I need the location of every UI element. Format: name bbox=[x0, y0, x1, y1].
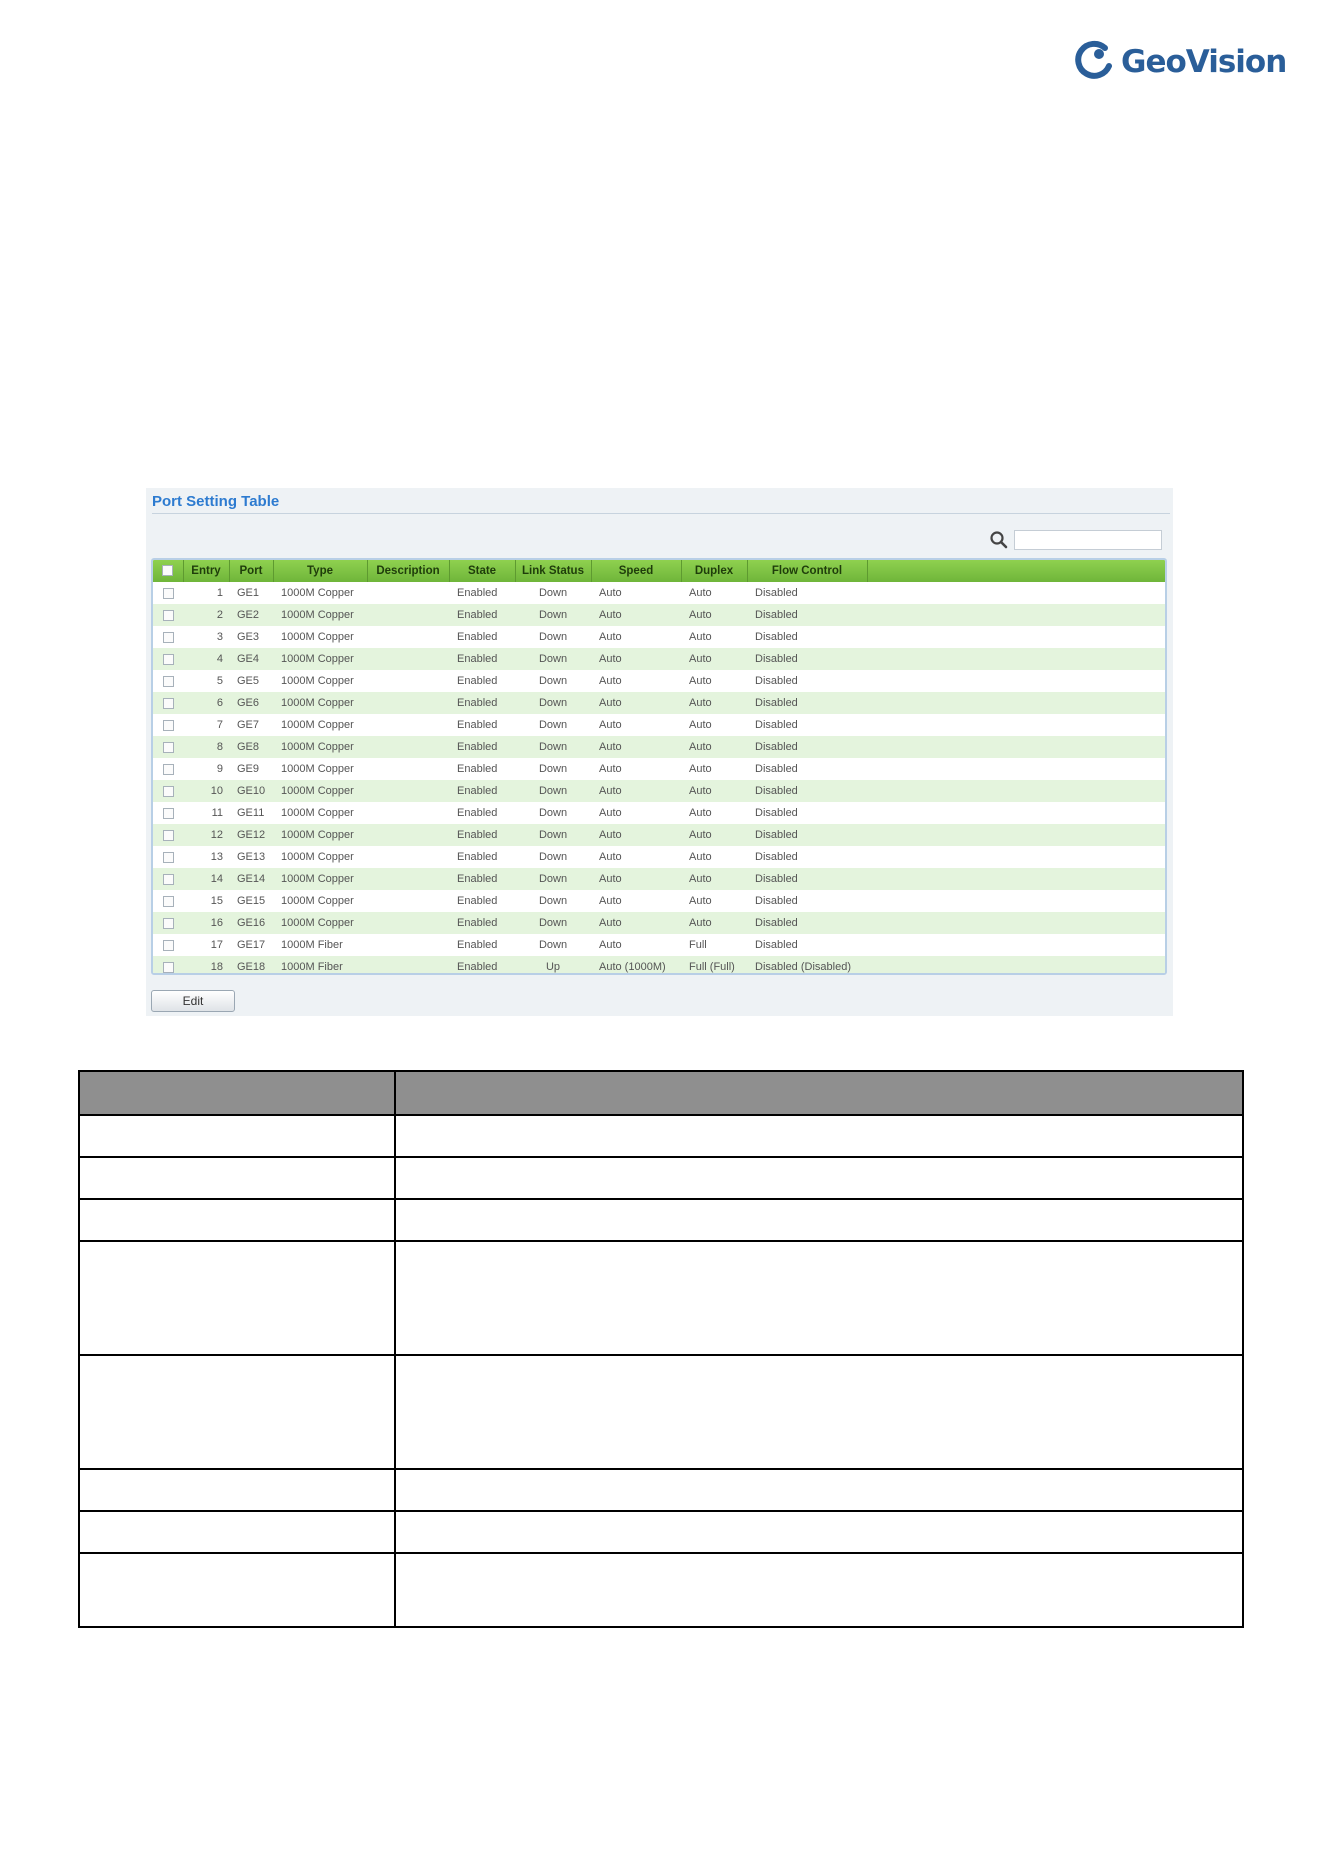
row-select-cell[interactable] bbox=[153, 802, 183, 824]
cell-speed: Auto bbox=[591, 802, 681, 824]
cell-description bbox=[367, 890, 449, 912]
table-row[interactable] bbox=[153, 626, 1165, 648]
cell-port: GE13 bbox=[229, 846, 273, 868]
table-row[interactable] bbox=[153, 956, 1165, 975]
cell-speed: Auto bbox=[591, 714, 681, 736]
cell-port: GE14 bbox=[229, 868, 273, 890]
select-all-header[interactable] bbox=[153, 560, 183, 582]
cell-port: GE17 bbox=[229, 934, 273, 956]
cell-filler bbox=[867, 758, 1165, 780]
cell-flow-control: Disabled bbox=[747, 890, 867, 912]
row-checkbox[interactable] bbox=[163, 918, 174, 929]
cell-duplex: Auto bbox=[681, 846, 747, 868]
cell-type: 1000M Copper bbox=[273, 582, 367, 604]
cell-port: GE16 bbox=[229, 912, 273, 934]
cell-link-status: Down bbox=[515, 934, 591, 956]
row-checkbox[interactable] bbox=[163, 830, 174, 841]
row-select-cell[interactable] bbox=[153, 758, 183, 780]
cell-speed: Auto bbox=[591, 692, 681, 714]
cell-state: Enabled bbox=[449, 780, 515, 802]
table-row[interactable] bbox=[153, 736, 1165, 758]
row-select-cell[interactable] bbox=[153, 824, 183, 846]
cell-flow-control: Disabled bbox=[747, 582, 867, 604]
cell-type: 1000M Copper bbox=[273, 736, 367, 758]
cell-state: Enabled bbox=[449, 604, 515, 626]
cell-link-status: Down bbox=[515, 758, 591, 780]
cell-duplex: Auto bbox=[681, 912, 747, 934]
desc-cell bbox=[395, 1199, 1243, 1241]
cell-speed: Auto bbox=[591, 824, 681, 846]
cell-port: GE6 bbox=[229, 692, 273, 714]
cell-speed: Auto bbox=[591, 626, 681, 648]
cell-link-status: Down bbox=[515, 846, 591, 868]
cell-link-status: Down bbox=[515, 912, 591, 934]
table-row[interactable] bbox=[153, 934, 1165, 956]
cell-flow-control: Disabled bbox=[747, 714, 867, 736]
cell-filler bbox=[867, 802, 1165, 824]
cell-speed: Auto bbox=[591, 736, 681, 758]
cell-state: Enabled bbox=[449, 846, 515, 868]
cell-description bbox=[367, 604, 449, 626]
cell-flow-control: Disabled bbox=[747, 670, 867, 692]
cell-link-status: Down bbox=[515, 714, 591, 736]
cell-entry: 15 bbox=[183, 890, 229, 912]
cell-type: 1000M Fiber bbox=[273, 956, 367, 975]
cell-link-status: Down bbox=[515, 824, 591, 846]
col-header-entry[interactable]: Entry bbox=[183, 560, 229, 582]
panel-title: Port Setting Table bbox=[152, 493, 280, 510]
cell-duplex: Auto bbox=[681, 670, 747, 692]
cell-type: 1000M Copper bbox=[273, 714, 367, 736]
cell-duplex: Auto bbox=[681, 736, 747, 758]
cell-flow-control: Disabled bbox=[747, 934, 867, 956]
cell-filler bbox=[867, 714, 1165, 736]
cell-speed: Auto bbox=[591, 846, 681, 868]
desc-cell bbox=[79, 1157, 395, 1199]
table-row[interactable] bbox=[153, 912, 1165, 934]
row-checkbox[interactable] bbox=[163, 874, 174, 885]
cell-type: 1000M Copper bbox=[273, 692, 367, 714]
cell-description bbox=[367, 736, 449, 758]
col-header-link-status[interactable]: Link Status bbox=[515, 560, 591, 582]
cell-type: 1000M Copper bbox=[273, 868, 367, 890]
description-table bbox=[78, 1070, 1244, 1628]
cell-link-status: Down bbox=[515, 890, 591, 912]
cell-duplex: Auto bbox=[681, 890, 747, 912]
cell-flow-control: Disabled bbox=[747, 626, 867, 648]
desc-row bbox=[79, 1241, 1243, 1355]
cell-link-status: Down bbox=[515, 648, 591, 670]
row-checkbox[interactable] bbox=[163, 852, 174, 863]
cell-type: 1000M Copper bbox=[273, 626, 367, 648]
row-select-cell[interactable] bbox=[153, 692, 183, 714]
cell-filler bbox=[867, 846, 1165, 868]
row-select-cell[interactable] bbox=[153, 582, 183, 604]
cell-description bbox=[367, 868, 449, 890]
cell-entry: 6 bbox=[183, 692, 229, 714]
col-header-flow-control[interactable]: Flow Control bbox=[747, 560, 867, 582]
cell-description bbox=[367, 670, 449, 692]
row-checkbox[interactable] bbox=[163, 676, 174, 687]
cell-duplex: Auto bbox=[681, 758, 747, 780]
cell-port: GE1 bbox=[229, 582, 273, 604]
cell-state: Enabled bbox=[449, 626, 515, 648]
row-select-cell[interactable] bbox=[153, 868, 183, 890]
cell-entry: 2 bbox=[183, 604, 229, 626]
select-all-checkbox[interactable] bbox=[162, 565, 173, 576]
cell-type: 1000M Copper bbox=[273, 802, 367, 824]
cell-filler bbox=[867, 736, 1165, 758]
cell-description bbox=[367, 956, 449, 975]
cell-type: 1000M Copper bbox=[273, 824, 367, 846]
cell-link-status: Down bbox=[515, 868, 591, 890]
table-row[interactable] bbox=[153, 582, 1165, 604]
cell-state: Enabled bbox=[449, 758, 515, 780]
cell-filler bbox=[867, 582, 1165, 604]
desc-header-cell bbox=[79, 1071, 395, 1115]
cell-flow-control: Disabled bbox=[747, 692, 867, 714]
cell-type: 1000M Copper bbox=[273, 780, 367, 802]
cell-link-status: Down bbox=[515, 780, 591, 802]
cell-port: GE12 bbox=[229, 824, 273, 846]
cell-port: GE10 bbox=[229, 780, 273, 802]
geovision-logo-icon bbox=[1075, 40, 1115, 80]
cell-flow-control: Disabled bbox=[747, 846, 867, 868]
desc-cell bbox=[395, 1553, 1243, 1627]
cell-type: 1000M Copper bbox=[273, 604, 367, 626]
table-row[interactable] bbox=[153, 604, 1165, 626]
search-input[interactable] bbox=[1014, 530, 1162, 550]
cell-description bbox=[367, 692, 449, 714]
edit-button[interactable]: Edit bbox=[151, 990, 235, 1012]
row-select-cell[interactable] bbox=[153, 890, 183, 912]
cell-state: Enabled bbox=[449, 912, 515, 934]
cell-port: GE3 bbox=[229, 626, 273, 648]
desc-header-cell bbox=[395, 1071, 1243, 1115]
cell-flow-control: Disabled bbox=[747, 780, 867, 802]
desc-cell bbox=[395, 1469, 1243, 1511]
cell-flow-control: Disabled bbox=[747, 868, 867, 890]
cell-entry: 14 bbox=[183, 868, 229, 890]
desc-row bbox=[79, 1469, 1243, 1511]
table-row[interactable] bbox=[153, 670, 1165, 692]
cell-entry: 18 bbox=[183, 956, 229, 975]
table-row[interactable] bbox=[153, 780, 1165, 802]
table-row[interactable] bbox=[153, 846, 1165, 868]
row-select-cell[interactable] bbox=[153, 604, 183, 626]
cell-link-status: Down bbox=[515, 582, 591, 604]
cell-filler bbox=[867, 670, 1165, 692]
cell-entry: 13 bbox=[183, 846, 229, 868]
cell-filler bbox=[867, 648, 1165, 670]
table-row[interactable] bbox=[153, 802, 1165, 824]
cell-link-status: Up bbox=[515, 956, 591, 975]
cell-filler bbox=[867, 692, 1165, 714]
row-checkbox[interactable] bbox=[163, 742, 174, 753]
cell-speed: Auto bbox=[591, 604, 681, 626]
cell-speed: Auto bbox=[591, 648, 681, 670]
cell-state: Enabled bbox=[449, 582, 515, 604]
cell-port: GE4 bbox=[229, 648, 273, 670]
desc-row bbox=[79, 1115, 1243, 1157]
cell-flow-control: Disabled bbox=[747, 824, 867, 846]
cell-speed: Auto (1000M) bbox=[591, 956, 681, 975]
row-checkbox[interactable] bbox=[163, 808, 174, 819]
cell-filler bbox=[867, 824, 1165, 846]
cell-speed: Auto bbox=[591, 582, 681, 604]
cell-speed: Auto bbox=[591, 934, 681, 956]
cell-description bbox=[367, 758, 449, 780]
desc-cell bbox=[79, 1553, 395, 1627]
row-checkbox[interactable] bbox=[163, 786, 174, 797]
cell-description bbox=[367, 714, 449, 736]
cell-flow-control: Disabled bbox=[747, 758, 867, 780]
cell-state: Enabled bbox=[449, 692, 515, 714]
cell-filler bbox=[867, 604, 1165, 626]
desc-row bbox=[79, 1553, 1243, 1627]
row-checkbox[interactable] bbox=[163, 940, 174, 951]
table-header-row bbox=[153, 560, 1165, 582]
col-header-filler bbox=[867, 560, 1165, 582]
cell-speed: Auto bbox=[591, 758, 681, 780]
cell-type: 1000M Copper bbox=[273, 912, 367, 934]
cell-flow-control: Disabled bbox=[747, 912, 867, 934]
cell-filler bbox=[867, 890, 1165, 912]
table-row[interactable] bbox=[153, 714, 1165, 736]
cell-port: GE9 bbox=[229, 758, 273, 780]
cell-type: 1000M Copper bbox=[273, 758, 367, 780]
cell-state: Enabled bbox=[449, 956, 515, 975]
table-row[interactable] bbox=[153, 824, 1165, 846]
cell-entry: 17 bbox=[183, 934, 229, 956]
col-header-port[interactable]: Port bbox=[229, 560, 273, 582]
desc-cell bbox=[395, 1115, 1243, 1157]
cell-entry: 9 bbox=[183, 758, 229, 780]
cell-duplex: Auto bbox=[681, 648, 747, 670]
cell-filler bbox=[867, 626, 1165, 648]
cell-type: 1000M Copper bbox=[273, 890, 367, 912]
desc-row bbox=[79, 1355, 1243, 1469]
row-checkbox[interactable] bbox=[163, 588, 174, 599]
cell-port: GE7 bbox=[229, 714, 273, 736]
cell-entry: 5 bbox=[183, 670, 229, 692]
cell-state: Enabled bbox=[449, 868, 515, 890]
cell-link-status: Down bbox=[515, 736, 591, 758]
cell-flow-control: Disabled bbox=[747, 736, 867, 758]
cell-duplex: Full (Full) bbox=[681, 956, 747, 975]
desc-cell bbox=[79, 1115, 395, 1157]
row-checkbox[interactable] bbox=[163, 764, 174, 775]
cell-description bbox=[367, 648, 449, 670]
row-select-cell[interactable] bbox=[153, 956, 183, 975]
row-select-cell[interactable] bbox=[153, 934, 183, 956]
cell-description bbox=[367, 824, 449, 846]
desc-cell bbox=[395, 1157, 1243, 1199]
table-row[interactable] bbox=[153, 868, 1165, 890]
cell-link-status: Down bbox=[515, 802, 591, 824]
port-setting-panel bbox=[146, 488, 1173, 1016]
row-select-cell[interactable] bbox=[153, 670, 183, 692]
row-checkbox[interactable] bbox=[163, 962, 174, 973]
cell-entry: 10 bbox=[183, 780, 229, 802]
cell-port: GE5 bbox=[229, 670, 273, 692]
desc-cell bbox=[395, 1241, 1243, 1355]
col-header-duplex[interactable]: Duplex bbox=[681, 560, 747, 582]
cell-port: GE2 bbox=[229, 604, 273, 626]
cell-port: GE18 bbox=[229, 956, 273, 975]
cell-entry: 7 bbox=[183, 714, 229, 736]
desc-cell bbox=[79, 1511, 395, 1553]
row-checkbox[interactable] bbox=[163, 654, 174, 665]
cell-description bbox=[367, 912, 449, 934]
cell-link-status: Down bbox=[515, 670, 591, 692]
cell-port: GE15 bbox=[229, 890, 273, 912]
cell-description bbox=[367, 626, 449, 648]
table-row[interactable] bbox=[153, 692, 1165, 714]
cell-duplex: Auto bbox=[681, 802, 747, 824]
cell-duplex: Auto bbox=[681, 824, 747, 846]
geovision-logo bbox=[1075, 38, 1287, 88]
row-checkbox[interactable] bbox=[163, 720, 174, 731]
cell-filler bbox=[867, 934, 1165, 956]
cell-duplex: Auto bbox=[681, 714, 747, 736]
table-row[interactable] bbox=[153, 890, 1165, 912]
cell-type: 1000M Copper bbox=[273, 648, 367, 670]
cell-speed: Auto bbox=[591, 868, 681, 890]
col-header-state[interactable]: State bbox=[449, 560, 515, 582]
cell-type: 1000M Fiber bbox=[273, 934, 367, 956]
cell-state: Enabled bbox=[449, 670, 515, 692]
cell-duplex: Auto bbox=[681, 582, 747, 604]
cell-description bbox=[367, 780, 449, 802]
col-header-type[interactable]: Type bbox=[273, 560, 367, 582]
row-select-cell[interactable] bbox=[153, 846, 183, 868]
table-row[interactable] bbox=[153, 648, 1165, 670]
cell-description bbox=[367, 934, 449, 956]
row-checkbox[interactable] bbox=[163, 632, 174, 643]
cell-speed: Auto bbox=[591, 780, 681, 802]
row-checkbox[interactable] bbox=[163, 896, 174, 907]
title-divider bbox=[152, 513, 1170, 514]
cell-link-status: Down bbox=[515, 692, 591, 714]
row-select-cell[interactable] bbox=[153, 736, 183, 758]
desc-cell bbox=[79, 1469, 395, 1511]
cell-entry: 3 bbox=[183, 626, 229, 648]
cell-duplex: Auto bbox=[681, 868, 747, 890]
desc-row bbox=[79, 1199, 1243, 1241]
cell-entry: 12 bbox=[183, 824, 229, 846]
row-checkbox[interactable] bbox=[163, 610, 174, 621]
desc-cell bbox=[79, 1199, 395, 1241]
cell-filler bbox=[867, 868, 1165, 890]
row-checkbox[interactable] bbox=[163, 698, 174, 709]
row-select-cell[interactable] bbox=[153, 780, 183, 802]
cell-entry: 8 bbox=[183, 736, 229, 758]
cell-duplex: Auto bbox=[681, 626, 747, 648]
cell-duplex: Auto bbox=[681, 604, 747, 626]
table-row[interactable] bbox=[153, 758, 1165, 780]
search-icon[interactable] bbox=[989, 530, 1009, 550]
desc-header-row bbox=[79, 1071, 1243, 1115]
cell-state: Enabled bbox=[449, 824, 515, 846]
logo-text: GeoVision bbox=[1121, 44, 1287, 80]
cell-state: Enabled bbox=[449, 890, 515, 912]
cell-duplex: Full bbox=[681, 934, 747, 956]
row-select-cell[interactable] bbox=[153, 626, 183, 648]
cell-flow-control: Disabled bbox=[747, 802, 867, 824]
port-table bbox=[151, 558, 1167, 975]
cell-filler bbox=[867, 912, 1165, 934]
cell-state: Enabled bbox=[449, 736, 515, 758]
cell-entry: 4 bbox=[183, 648, 229, 670]
cell-speed: Auto bbox=[591, 912, 681, 934]
cell-flow-control: Disabled bbox=[747, 648, 867, 670]
cell-link-status: Down bbox=[515, 626, 591, 648]
cell-duplex: Auto bbox=[681, 692, 747, 714]
cell-state: Enabled bbox=[449, 648, 515, 670]
desc-cell bbox=[395, 1511, 1243, 1553]
col-header-speed[interactable]: Speed bbox=[591, 560, 681, 582]
cell-speed: Auto bbox=[591, 890, 681, 912]
cell-filler bbox=[867, 956, 1165, 975]
row-select-cell[interactable] bbox=[153, 714, 183, 736]
desc-row bbox=[79, 1511, 1243, 1553]
cell-link-status: Down bbox=[515, 604, 591, 626]
cell-state: Enabled bbox=[449, 714, 515, 736]
cell-description bbox=[367, 582, 449, 604]
row-select-cell[interactable] bbox=[153, 648, 183, 670]
desc-cell bbox=[395, 1355, 1243, 1469]
cell-flow-control: Disabled (Disabled) bbox=[747, 956, 867, 975]
desc-cell bbox=[79, 1241, 395, 1355]
col-header-description[interactable]: Description bbox=[367, 560, 449, 582]
cell-port: GE8 bbox=[229, 736, 273, 758]
cell-entry: 16 bbox=[183, 912, 229, 934]
cell-port: GE11 bbox=[229, 802, 273, 824]
cell-duplex: Auto bbox=[681, 780, 747, 802]
cell-type: 1000M Copper bbox=[273, 670, 367, 692]
cell-entry: 1 bbox=[183, 582, 229, 604]
cell-description bbox=[367, 846, 449, 868]
cell-filler bbox=[867, 780, 1165, 802]
cell-entry: 11 bbox=[183, 802, 229, 824]
cell-state: Enabled bbox=[449, 934, 515, 956]
cell-flow-control: Disabled bbox=[747, 604, 867, 626]
desc-cell bbox=[79, 1355, 395, 1469]
cell-description bbox=[367, 802, 449, 824]
cell-state: Enabled bbox=[449, 802, 515, 824]
desc-row bbox=[79, 1157, 1243, 1199]
row-select-cell[interactable] bbox=[153, 912, 183, 934]
cell-type: 1000M Copper bbox=[273, 846, 367, 868]
cell-speed: Auto bbox=[591, 670, 681, 692]
